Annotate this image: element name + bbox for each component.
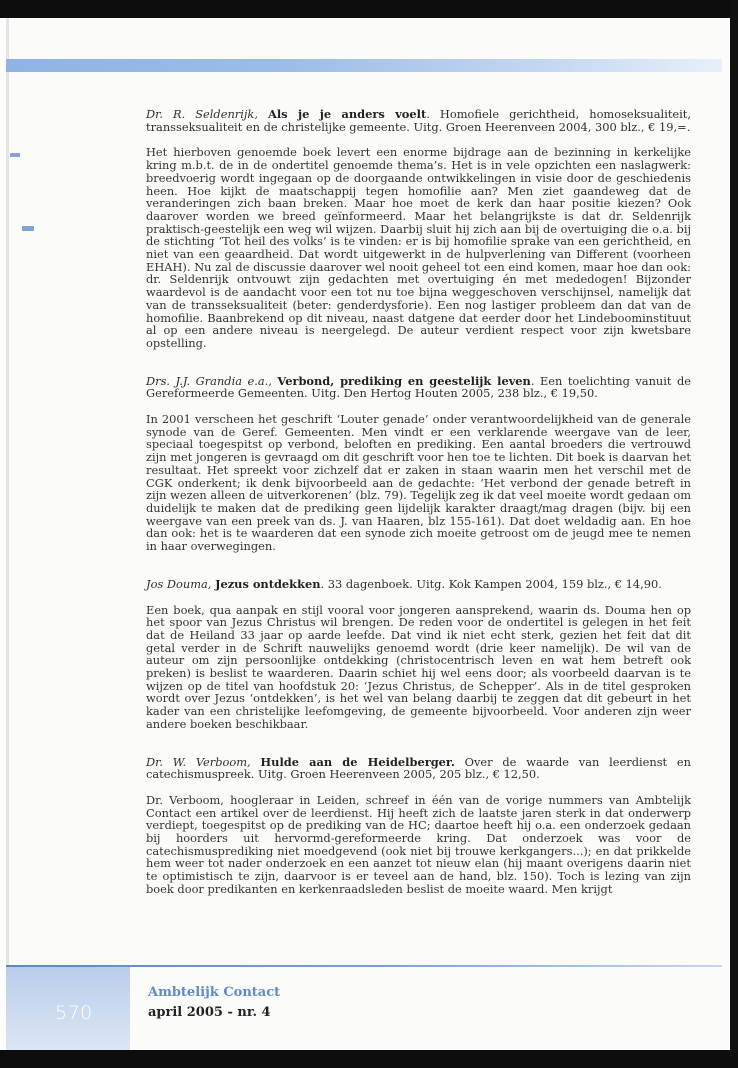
scan-bottom-border: [0, 1050, 738, 1068]
review-book-details: . Homofiele gerichtheid, homoseksualiteit, transseksualiteit en de christelijke gemeente. Uitg. Groen Heerenveen 2004, 300 blz., € 19,=.: [146, 107, 691, 134]
header-accent-bar: [6, 59, 722, 72]
review-heading: [146, 756, 691, 781]
review-heading: [146, 375, 691, 400]
review-body: Een boek, qua aanpak en stijl vooral voor jongeren aansprekend, waarin ds. Douma hen op het spoor van Jezus Christus wil brengen. De reden voor de ondertitel is gelegen in het feit dat de Heiland 33 jaar op aarde leefde. Dat vind ik niet echt sterk, gezien het feit dat dit getal verder in de Schrift nauwelijks genoemd wordt (drie keer namelijk). De wil van de auteur om zijn persoonlijke ontdekking (christocentrisch leven en wat hem betreft ook preken) is beslist te waarderen. Daarin schiet hij wel eens door; als voorbeeld daarvan is te wijzen op de titel van hoofdstuk 20: ‘Jezus Christus, de Schepper’. Als in de titel gesproken wordt over Jezus ‘ontdekken’, is het wel van belang daarbij te zeggen dat dit gebeurt in het kader van een christelijke leefomgeving, de gemeente bijvoorbeeld. Voor anderen zijn weer andere boeken beschikbaar.: [146, 602, 691, 731]
scan-top-border: [0, 0, 738, 18]
review-heading: [146, 578, 691, 591]
review-book-title: Hulde aan de Heidelberger.: [260, 754, 455, 769]
page-left-edge: [6, 18, 9, 1050]
book-review: [146, 756, 691, 896]
book-review: [146, 578, 691, 731]
magazine-name: Ambtelijk Contact: [148, 985, 281, 1000]
book-review: [146, 108, 691, 350]
review-author: Dr. W. Verboom,: [146, 754, 251, 769]
margin-accent-mark: [22, 226, 34, 231]
margin-accent-mark: [10, 153, 20, 157]
review-author: Dr. R. Seldenrijk,: [146, 107, 258, 121]
review-author: Jos Douma,: [146, 576, 212, 591]
page-number: 570: [55, 1002, 93, 1024]
book-review: [146, 375, 691, 553]
review-book-title: Jezus ontdekken: [215, 576, 321, 591]
review-body: Dr. Verboom, hoogleraar in Leiden, schreef in één van de vorige nummers van Ambtelijk Contact een artikel over de leerdienst. Hij heeft zich de laatste jaren sterk in dat onderwerp verdiept, toegespitst op de prediking van de HC; daartoe heeft hij o.a. een onderzoek gedaan bij hoorders uit hervormd-gereformeerde kring. Dat onderzoek was voor de catechismusprediking niet moedgevend (ook niet bij trouwe kerkgangers...); en dat prikkelde hem weer tot nader onderzoek en een aanzet tot nieuw elan (hij maant overigens daarin niet te optimistisch te zijn, daarvoor is er teveel aan de hand, blz. 150). Toch is lezing van zijn boek door predikanten en kerkenraadsleden beslist de moeite waard. Men krijgt: [146, 792, 691, 896]
issue-label: april 2005 - nr. 4: [148, 1005, 271, 1020]
reviews-column: [146, 108, 691, 896]
review-body: In 2001 verscheen het geschrift ‘Louter genade’ onder verantwoordelijkheid van de generale synode van de Geref. Gemeenten. Men vindt er een verklarende weergave van de leer, speciaal toegespitst op verbond, beloften en prediking. Een aantal broeders die vertrouwd zijn met jongeren is gevraagd om dit geschrift voor hen toe te lichten. Dit boek is daarvan het resultaat. Het spreekt voor zichzelf dat er zaken in staan waarin men het verschil met de CGK onderkent; ik denk bijvoorbeeld aan de gedachte: ‘Het verbond der genade betreft in zijn wezen alleen de uitverkorenen’ (blz. 79). Tegelijk zeg ik dat veel moeite wordt gedaan om duidelijk te maken dat de prediking geen lijdelijk karakter draagt/mag dragen (bijv. bij een weergave van een preek van ds. J. van Haaren, blz 155-161). Dat doet weldadig aan. En hoe dan ook: het is te waarderen dat een synode zich moeite getroost om de jeugd mee te nemen in haar overwegingen.: [146, 412, 691, 554]
review-book-title: Verbond, prediking en geestelijk leven: [277, 373, 531, 388]
scan-right-border: [730, 0, 738, 1068]
review-book-details: . Een toelichting vanuit de Gereformeerde Gemeenten. Uitg. Den Hertog Houten 2005, 238 blz., € 19,50.: [146, 373, 691, 401]
review-author: Drs. J.J. Grandia e.a.,: [146, 373, 272, 388]
review-book-details: . 33 dagenboek. Uitg. Kok Kampen 2004, 159 blz., € 14,90.: [320, 576, 662, 591]
review-book-title: Als je je anders voelt: [268, 107, 427, 121]
review-book-details: Over de waarde van leerdienst en catechismuspreek. Uitg. Groen Heerenveen 2005, 205 blz., € 12,50.: [146, 754, 691, 782]
review-heading: [146, 108, 691, 133]
review-body: Het hierboven genoemde boek levert een enorme bijdrage aan de bezinning in kerkelijke kring m.b.t. de in de ondertitel genoemde thema’s. Het is in vele opzichten een naslagwerk: breedvoerig wordt ingegaan op de doorgaande ontwikkelingen in visie door de geschiedenis heen. Hoe kijkt de maatschappij tegen homofilie aan? Men ziet gaandeweg dat de veranderingen zich baan breken. Maar hoe moet de kerk dan haar positie kiezen? Ook daarover worden we breed geïnformeerd. Maar het belangrijkste is dat dr. Seldenrijk praktisch-geestelijk een weg wil wijzen. Daarbij sluit hij zich aan bij de overtuiging die o.a. bij de stichting ‘Tot heil des volks’ is te vinden: er is bij homofilie sprake van een gerichtheid, en niet van een geaardheid. Dat wordt uitgewerkt in de hulpverlening van Different (voorheen EHAH). Nu zal de discussie daarover wel nooit geheel tot een eind komen, maar hoe dan ook: dr. Seldenrijk ontvouwt zijn gedachten met overtuiging én met mededogen! Bijzonder waardevol is de aandacht voor een tot nu toe bijna weggeschoven verschijnsel, namelijk dat van de transseksualiteit (beter: genderdysforie). Een nog lastiger probleem dan dat van de homofilie. Baanbrekend op dit niveau, naast datgene dat eerder door het Lindeboominstituut al op een andere niveau is neergelegd. De auteur verdient respect voor zijn kwetsbare opstelling.: [146, 145, 691, 350]
